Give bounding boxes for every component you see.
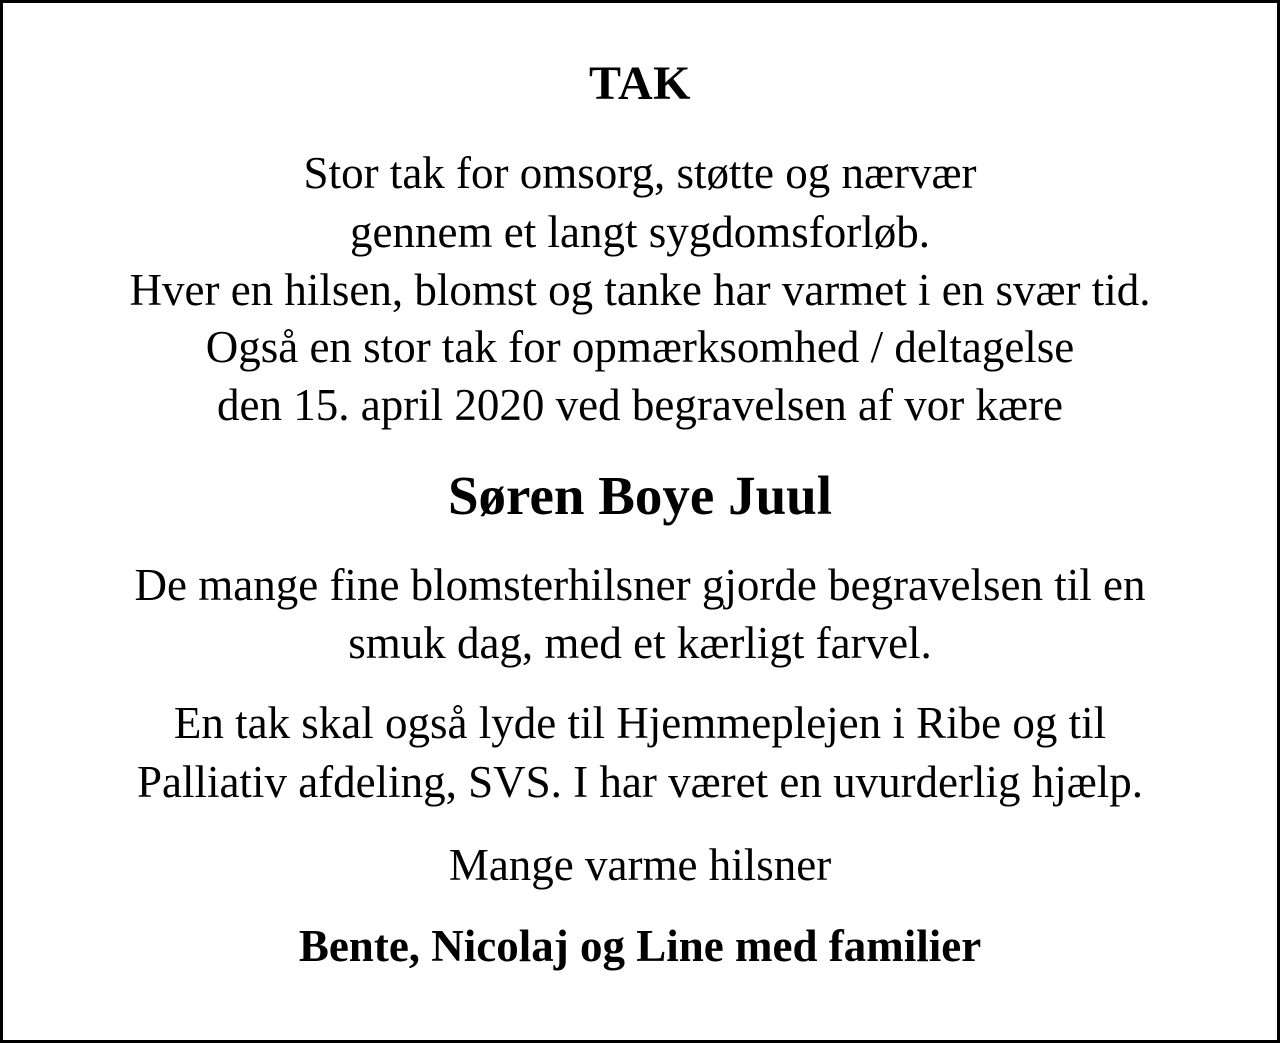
flowers-line: De mange fine blomsterhilsner gjorde begravelsen til en [134, 560, 1146, 610]
intro-line: Hver en hilsen, blomst og tanke har varmet i en svær tid. [129, 265, 1151, 315]
signature: Bente, Nicolaj og Line med familier [298, 921, 982, 971]
flowers-line: smuk dag, med et kærligt farvel. [348, 618, 932, 668]
care-line: En tak skal også lyde til Hjemmeplejen i Ribe og til [173, 698, 1107, 748]
deceased-name: Søren Boye Juul [447, 465, 833, 526]
intro-line: den 15. april 2020 ved begravelsen af vor kære [217, 380, 1063, 430]
intro-line: Stor tak for omsorg, støtte og nærvær [303, 148, 977, 198]
care-line: Palliativ afdeling, SVS. I har været en uvurderlig hjælp. [136, 757, 1144, 807]
notice-heading: TAK [589, 57, 691, 110]
greeting: Mange varme hilsner [448, 840, 832, 890]
intro-line: Også en stor tak for opmærksomhed / deltagelse [205, 322, 1075, 372]
intro-line: gennem et langt sygdomsforløb. [350, 207, 930, 257]
